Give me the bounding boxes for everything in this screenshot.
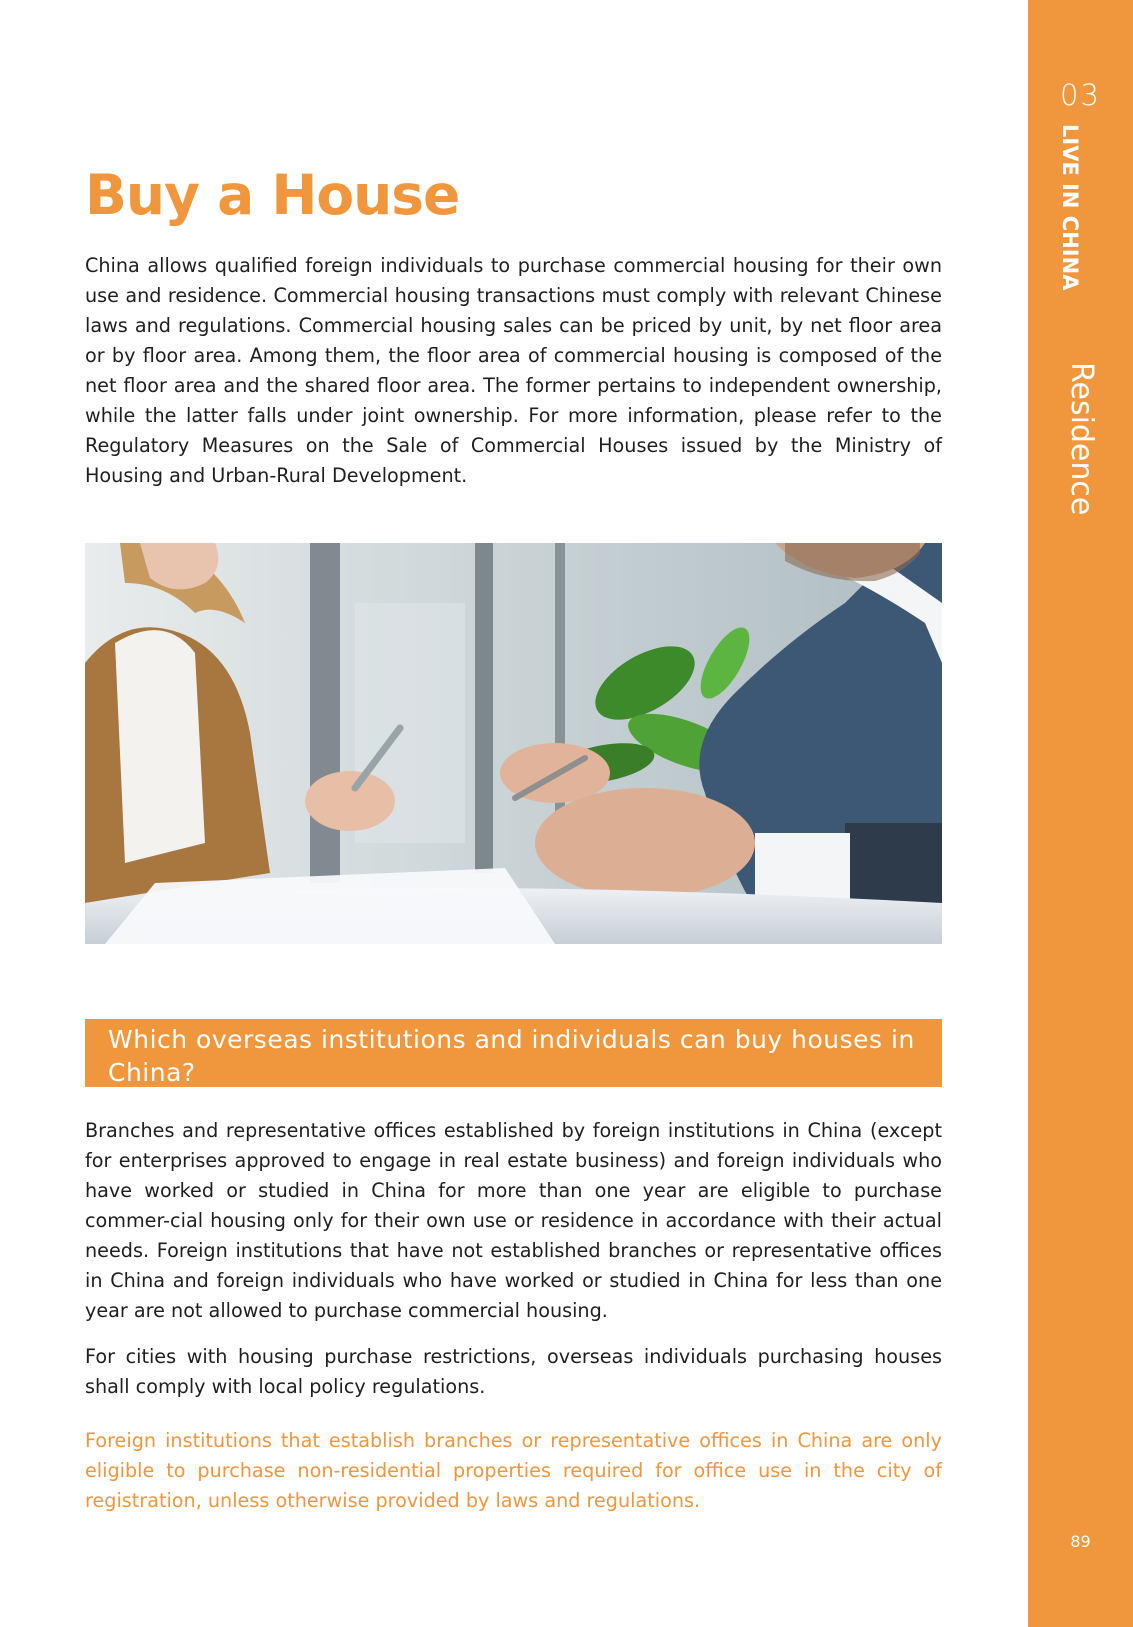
chapter-number: 03	[1060, 78, 1101, 112]
page-number: 89	[1070, 1532, 1091, 1551]
answer-paragraph-1: Branches and representative offices established by foreign institutions in China (except for enterprises approved to engage in real estate business) and foreign individuals who have worked or studied in China for more than one year are eligible to purchase commer-cial housing only for their own use or residence in accordance with their actual needs. Foreign institutions that have not established branches or representative offices in China and foreign individuals who have worked or studied in China for less than one year are not allowed to purchase commercial housing.	[85, 1119, 942, 1322]
answer-paragraph-2: For cities with housing purchase restrictions, overseas individuals purchasing houses shall comply with local policy regulations.	[85, 1345, 942, 1398]
contract-signing-photo	[85, 543, 942, 944]
question-banner	[85, 1019, 942, 1087]
page-title: Buy a House	[85, 163, 460, 227]
question-heading: Which overseas institutions and individuals can buy houses in China?	[108, 1025, 915, 1087]
section-title: Residence	[1064, 362, 1099, 516]
highlight-note: Foreign institutions that establish branches or representative offices in China are only eligible to purchase non-residential properties required for office use in the city of registration, unless otherwise provided by laws and regulations.	[85, 1429, 942, 1512]
intro-paragraph: China allows qualified foreign individuals to purchase commercial housing for their own use and residence. Commercial housing transactions must comply with relevant Chinese laws and regulations. Commercial housing sales can be priced by unit, by net floor area or by floor area. Among them, the floor area of commercial housing is composed of the net floor area and the shared floor area. The former pertains to independent ownership, while the latter falls under joint ownership. For more information, please refer to the Regulatory Measures on the Sale of Commercial Houses issued by the Ministry of Housing and Urban-Rural Development.	[85, 254, 942, 487]
photo-illustration	[85, 543, 942, 944]
chapter-title: LIVE IN CHINA	[1058, 124, 1082, 291]
